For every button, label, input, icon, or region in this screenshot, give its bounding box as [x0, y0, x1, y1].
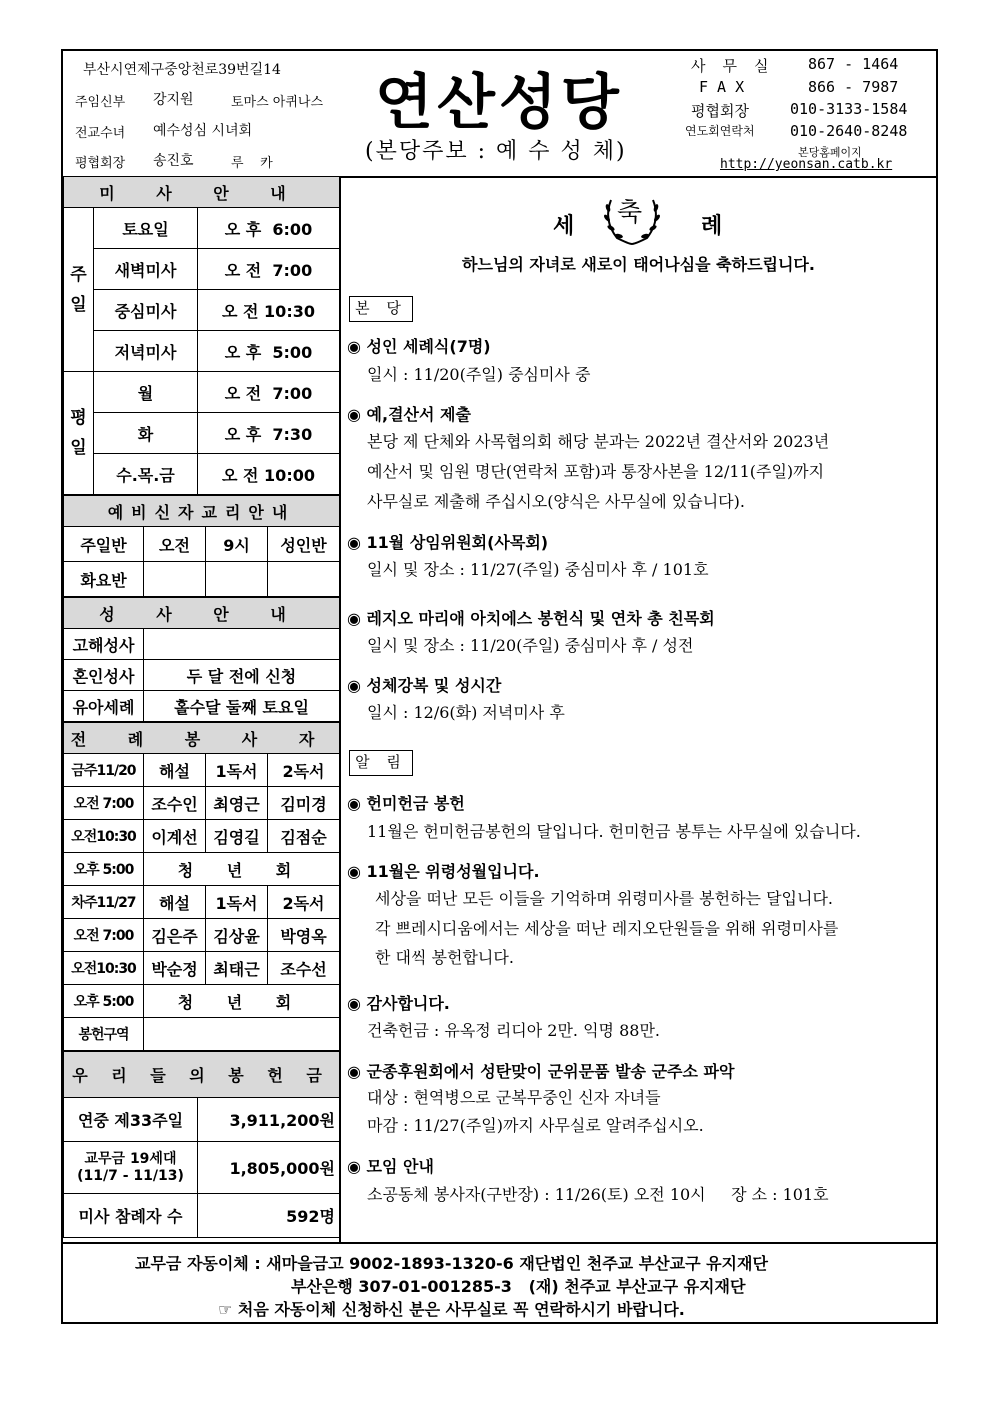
class-cell: 화요반	[64, 562, 144, 597]
liturgy-cell: 오전 7:00	[64, 919, 144, 952]
liturgy-cell: 오후 5:00	[64, 985, 144, 1018]
sacrament-value: 홀수달 둘째 토요일	[144, 691, 340, 722]
class-cell	[268, 562, 340, 597]
liturgy-cell: 김미경	[268, 787, 340, 820]
bulletin-footer	[63, 1242, 936, 1326]
baptism-left-char: 세	[553, 214, 575, 239]
liturgy-cell: 1독서	[206, 754, 268, 787]
council-name: 송진호	[153, 153, 194, 169]
offering-name: 교무금 19세대 (11/7 - 11/13)	[64, 1142, 198, 1194]
church-subtitle: (본당주보 : 예 수 성 체)	[365, 139, 627, 164]
footer-line-1: 교무금 자동이체 : 새마을금고 9002-1893-1320-6 재단법인 천주교 부산교구 유지재단	[135, 1254, 768, 1273]
liturgy-cell: 차주11/27	[64, 886, 144, 919]
notice-item-title: ◉ 11월은 위령성월입니다.	[347, 862, 540, 881]
sacrament-table	[63, 597, 340, 722]
bulletin-header	[63, 51, 936, 178]
weekday-label: 평 일	[64, 372, 94, 495]
class-cell: 오전	[144, 527, 206, 562]
liturgy-cell: 금주11/20	[64, 754, 144, 787]
notice-item-title: ◉ 모임 안내	[347, 1157, 434, 1176]
liturgy-cell	[144, 1018, 340, 1051]
liturgy-cell: 박순정	[144, 952, 206, 985]
mass-name: 저녁미사	[94, 331, 198, 372]
liturgy-cell: 오후 5:00	[64, 853, 144, 886]
liturgy-cell: 1독서	[206, 886, 268, 919]
mass-time: 오 후 6:00	[198, 208, 340, 249]
sacrament-value: 두 달 전에 신청	[144, 660, 340, 691]
offering-value: 3,911,200원	[198, 1098, 340, 1142]
fax-number: 866 - 7987	[808, 78, 899, 96]
liturgy-cell: 김점순	[268, 820, 340, 853]
mass-time: 오 전 10:30	[198, 290, 340, 331]
church-address: 부산시연제구중앙천로39번길14	[83, 62, 281, 78]
parish-item-title: ◉ 예,결산서 제출	[347, 405, 471, 424]
mass-time: 오 전 7:00	[198, 372, 340, 413]
parish-item-body: 본당 제 단체와 사목협의회 해당 분과는 2022년 결산서와 2023년	[367, 432, 830, 451]
sunday-label: 주 일	[64, 208, 94, 372]
liturgy-cell: 해설	[144, 886, 206, 919]
notice-tag: 알 림	[349, 750, 413, 776]
pastor-baptism: 토마스 아퀴나스	[231, 95, 324, 110]
liturgy-cell: 최태근	[206, 952, 268, 985]
notice-item-body: 마감 : 11/27(주일)까지 사무실로 알려주십시오.	[367, 1116, 704, 1135]
yeondo-label: 연도회연락처	[685, 124, 755, 138]
homepage-label: 본당홈페이지	[798, 146, 862, 159]
mass-name: 화	[94, 413, 198, 454]
liturgy-heading: 전 례 봉 사 자	[64, 723, 340, 754]
mass-time: 오 전 10:00	[198, 454, 340, 495]
parish-item-title: ◉ 성체강복 및 성시간	[347, 676, 502, 695]
offering-value: 592명	[198, 1194, 340, 1238]
parish-item-body: 일시 및 장소 : 11/20(주일) 중심미사 후 / 성전	[367, 636, 694, 655]
sacrament-name: 유아세례	[64, 691, 144, 722]
sacrament-name: 혼인성사	[64, 660, 144, 691]
liturgy-table	[63, 722, 340, 1051]
office-label: 사 무 실	[691, 57, 773, 75]
liturgy-cell: 봉헌구역	[64, 1018, 144, 1051]
nun-label: 전교수녀	[75, 126, 126, 141]
parish-item-title: ◉ 성인 세례식(7명)	[347, 337, 491, 356]
parish-item-body: 일시 : 11/20(주일) 중심미사 중	[367, 365, 591, 384]
offering-name: 연중 제33주일	[64, 1098, 198, 1142]
class-cell: 주일반	[64, 527, 144, 562]
pastor-label: 주임신부	[75, 95, 126, 110]
mass-time: 오 후 5:00	[198, 331, 340, 372]
offering-value: 1,805,000원	[198, 1142, 340, 1194]
parish-item-body: 일시 : 12/6(화) 저녁미사 후	[367, 703, 565, 722]
offering-heading: 우 리 들 의 봉 헌 금	[64, 1052, 340, 1098]
notice-item-title: ◉ 헌미헌금 봉헌	[347, 794, 465, 813]
liturgy-cell: 조수선	[268, 952, 340, 985]
notice-item-body: 대상 : 현역병으로 군복무중인 신자 자녀들	[367, 1088, 661, 1107]
mass-name: 토요일	[94, 208, 198, 249]
liturgy-cell: 조수인	[144, 787, 206, 820]
class-cell	[206, 562, 268, 597]
nun-name: 예수성심 시녀회	[153, 123, 253, 139]
liturgy-youth: 청 년 회	[144, 853, 340, 886]
sacrament-value	[144, 629, 340, 660]
sacrament-heading: 성 사 안 내	[64, 598, 340, 629]
liturgy-cell: 박영옥	[268, 919, 340, 952]
yeondo-phone: 010-2640-8248	[790, 122, 908, 140]
offering-name: 미사 참례자 수	[64, 1194, 198, 1238]
mass-name: 새벽미사	[94, 249, 198, 290]
notice-item-body: 건축헌금 : 유옥정 리디아 2만. 익명 88만.	[367, 1021, 661, 1040]
council-phone-label: 평협회장	[691, 102, 749, 120]
parish-item-title: ◉ 11월 상임위원회(사목회)	[347, 533, 549, 552]
mass-heading: 미 사 안 내	[64, 177, 340, 208]
liturgy-cell: 오전10:30	[64, 952, 144, 985]
footer-line-3: ☞ 처음 자동이체 신청하신 분은 사무실로 꼭 연락하시기 바랍니다.	[218, 1300, 685, 1319]
bulletin-page	[61, 49, 938, 1324]
notice-item-title: ◉ 감사합니다.	[347, 994, 450, 1013]
sacrament-name: 고해성사	[64, 629, 144, 660]
liturgy-cell: 최영근	[206, 787, 268, 820]
notice-item-title: ◉ 군종후원회에서 성탄맞이 군위문품 발송 군주소 파악	[347, 1062, 735, 1081]
liturgy-cell: 해설	[144, 754, 206, 787]
baptism-message: 하느님의 자녀로 새로이 태어나심을 축하드립니다.	[462, 255, 815, 274]
mass-name: 수.목.금	[94, 454, 198, 495]
parish-item-body: 예산서 및 임원 명단(연락처 포함)과 통장사본을 12/11(주일)까지	[367, 462, 825, 481]
liturgy-cell: 2독서	[268, 886, 340, 919]
catechumen-table	[63, 495, 340, 597]
baptism-center-char: 축	[617, 198, 643, 228]
mass-name: 중심미사	[94, 290, 198, 331]
liturgy-youth: 청 년 회	[144, 985, 340, 1018]
fax-label: F A X	[699, 78, 745, 96]
mass-time: 오 후 7:30	[198, 413, 340, 454]
class-cell: 9시	[206, 527, 268, 562]
catechumen-heading: 예비신자교리안내	[64, 496, 340, 527]
notice-item-body: 한 대씩 봉헌합니다.	[375, 948, 514, 967]
footer-line-2: 부산은행 307-01-001285-3 (재) 천주교 부산교구 유지재단	[291, 1277, 746, 1296]
right-news-column	[341, 176, 936, 1242]
notice-item-body: 세상을 떠난 모든 이들을 기억하며 위령미사를 봉헌하는 달입니다.	[375, 889, 834, 908]
class-cell	[144, 562, 206, 597]
council-label: 평협회장	[75, 156, 126, 171]
council-baptism: 루 카	[231, 156, 273, 171]
council-phone: 010-3133-1584	[790, 100, 908, 118]
mass-time: 오 전 7:00	[198, 249, 340, 290]
parish-item-body: 일시 및 장소 : 11/27(주일) 중심미사 후 / 101호	[367, 560, 709, 579]
parish-item-body: 사무실로 제출해 주십시오(양식은 사무실에 있습니다).	[367, 492, 745, 511]
offering-table	[63, 1051, 340, 1238]
parish-tag: 본 당	[349, 296, 413, 322]
left-info-column	[63, 176, 341, 1242]
homepage-link[interactable]: http://yeonsan.catb.kr	[720, 157, 893, 172]
notice-item-body: 각 쁘레시디움에서는 세상을 떠난 레지오단원들을 위해 위령미사를	[375, 919, 839, 938]
baptism-right-char: 례	[701, 214, 723, 239]
liturgy-cell: 오전 7:00	[64, 787, 144, 820]
liturgy-cell: 김상윤	[206, 919, 268, 952]
church-title: 연산성당	[375, 68, 623, 138]
liturgy-cell: 2독서	[268, 754, 340, 787]
office-phone: 867 - 1464	[808, 55, 899, 73]
parish-item-title: ◉ 레지오 마리애 아치에스 봉헌식 및 연차 총 친목회	[347, 609, 715, 628]
mass-name: 월	[94, 372, 198, 413]
liturgy-cell: 이계선	[144, 820, 206, 853]
liturgy-cell: 김영길	[206, 820, 268, 853]
notice-item-body: 11월은 헌미헌금봉헌의 달입니다. 헌미헌금 봉투는 사무실에 있습니다.	[367, 822, 861, 841]
liturgy-cell: 김은주	[144, 919, 206, 952]
liturgy-cell: 오전10:30	[64, 820, 144, 853]
pastor-name: 강지원	[153, 92, 194, 108]
mass-table	[63, 176, 340, 495]
class-cell: 성인반	[268, 527, 340, 562]
notice-item-body: 소공동체 봉사자(구반장) : 11/26(토) 오전 10시 장 소 : 101호	[367, 1185, 829, 1204]
